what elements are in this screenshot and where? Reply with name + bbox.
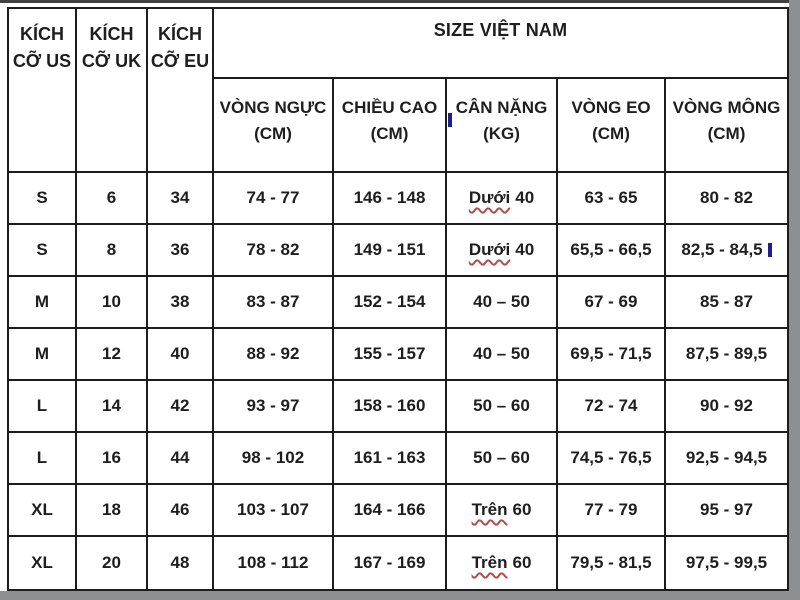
weight-value: 40	[515, 188, 535, 207]
cell-waist-range: 65,5 - 66,5	[558, 225, 666, 277]
cell-us-size: M	[9, 277, 77, 329]
cell-hip-range: 80 - 82	[666, 173, 787, 225]
cell-us-size: S	[9, 173, 77, 225]
cell-hip-range: 82,5 - 84,5	[666, 225, 787, 277]
cell-weight-range	[447, 537, 558, 589]
cell-hip-range: 85 - 87	[666, 277, 787, 329]
cell-waist-range: 67 - 69	[558, 277, 666, 329]
weight-value: 40	[515, 240, 535, 259]
cell-chest-range: 93 - 97	[214, 381, 334, 433]
cell-uk-size: 14	[77, 381, 148, 433]
top-edge-strip	[0, 0, 800, 3]
cell-uk-size: 20	[77, 537, 148, 589]
header-unit: (CM)	[707, 124, 746, 143]
header-eu-size	[148, 9, 214, 173]
cell-height-range: 158 - 160	[334, 381, 447, 433]
cell-weight-range	[447, 225, 558, 277]
header-unit: (CM)	[254, 124, 292, 143]
cell-uk-size: 18	[77, 485, 148, 537]
cell-eu-size: 48	[148, 537, 214, 589]
right-edge-strip	[789, 0, 800, 600]
cell-weight-range: 40 – 50	[447, 277, 558, 329]
cell-waist-range: 77 - 79	[558, 485, 666, 537]
cell-uk-size: 16	[77, 433, 148, 485]
cell-us-size: L	[9, 381, 77, 433]
cell-weight-range	[447, 173, 558, 225]
header-line: CỠ UK	[81, 51, 142, 71]
misspelled-word: Dưới	[468, 240, 511, 259]
cell-eu-size: 44	[148, 433, 214, 485]
cell-waist-range: 69,5 - 71,5	[558, 329, 666, 381]
cell-uk-size: 10	[77, 277, 148, 329]
cell-hip-range: 90 - 92	[666, 381, 787, 433]
header-line: KÍCH	[20, 24, 64, 44]
cell-eu-size: 38	[148, 277, 214, 329]
cell-us-size: S	[9, 225, 77, 277]
cell-chest-range: 78 - 82	[214, 225, 334, 277]
cell-chest-range: 98 - 102	[214, 433, 334, 485]
header-weight	[447, 79, 558, 173]
cell-chest-range: 108 - 112	[214, 537, 334, 589]
text-cursor-artifact	[448, 113, 452, 127]
header-label: CHIỀU CAO	[341, 98, 438, 117]
cell-waist-range: 72 - 74	[558, 381, 666, 433]
cell-uk-size: 6	[77, 173, 148, 225]
header-label: VÒNG MÔNG	[672, 98, 781, 117]
cell-us-size: M	[9, 329, 77, 381]
cell-chest-range: 74 - 77	[214, 173, 334, 225]
cell-height-range: 149 - 151	[334, 225, 447, 277]
misspelled-word: Trên	[471, 553, 508, 572]
cell-height-range: 146 - 148	[334, 173, 447, 225]
header-height	[334, 79, 447, 173]
cell-waist-range: 63 - 65	[558, 173, 666, 225]
cell-hip-range: 92,5 - 94,5	[666, 433, 787, 485]
cell-weight-range	[447, 485, 558, 537]
weight-value: 60	[512, 553, 532, 572]
misspelled-word: Dưới	[468, 188, 511, 207]
cell-eu-size: 36	[148, 225, 214, 277]
cell-chest-range: 88 - 92	[214, 329, 334, 381]
cell-chest-range: 103 - 107	[214, 485, 334, 537]
header-us-size	[9, 9, 77, 173]
header-chest	[214, 79, 334, 173]
header-unit: (CM)	[592, 124, 630, 143]
cell-hip-range: 97,5 - 99,5	[685, 553, 768, 572]
cell-height-range: 161 - 163	[334, 433, 447, 485]
cell-eu-size: 40	[148, 329, 214, 381]
misspelled-word: Trên	[471, 500, 508, 519]
cell-waist-range: 74,5 - 76,5	[558, 433, 666, 485]
cell-hip-range: 87,5 - 89,5	[666, 329, 787, 381]
header-label: VÒNG NGỰC	[219, 98, 327, 117]
cell-height-range: 152 - 154	[334, 277, 447, 329]
cell-eu-size: 46	[148, 485, 214, 537]
header-size-vietnam: SIZE VIỆT NAM	[214, 9, 787, 79]
header-line: KÍCH	[158, 24, 202, 44]
cell-us-size: XL	[9, 485, 77, 537]
cell-eu-size: 42	[148, 381, 214, 433]
cell-weight-range: 50 – 60	[447, 381, 558, 433]
header-line: CỠ US	[12, 51, 72, 71]
bottom-edge-strip	[0, 591, 800, 600]
cell-eu-size: 34	[148, 173, 214, 225]
header-label: VÒNG EO	[571, 98, 651, 117]
weight-value: 60	[512, 500, 532, 519]
cell-chest-range: 83 - 87	[214, 277, 334, 329]
cell-weight-range: 50 – 60	[447, 433, 558, 485]
header-unit: (CM)	[370, 124, 409, 143]
cell-us-size: L	[9, 433, 77, 485]
text-cursor-artifact	[768, 243, 772, 257]
header-line: KÍCH	[89, 24, 134, 44]
cell-height-range: 167 - 169	[334, 537, 447, 589]
header-unit: (KG)	[483, 124, 520, 143]
cell-uk-size: 12	[77, 329, 148, 381]
cell-waist-range: 79,5 - 81,5	[558, 537, 666, 589]
header-label: CÂN NẶNG	[455, 98, 548, 117]
cell-height-range: 164 - 166	[334, 485, 447, 537]
header-uk-size	[77, 9, 148, 173]
header-waist	[558, 79, 666, 173]
cell-us-size: XL	[9, 537, 77, 589]
cell-weight-range: 40 – 50	[447, 329, 558, 381]
size-conversion-table	[7, 7, 789, 591]
header-line: CỠ EU	[150, 51, 210, 71]
cell-height-range: 155 - 157	[334, 329, 447, 381]
cell-hip-range: 95 - 97	[666, 485, 787, 537]
cell-uk-size: 8	[77, 225, 148, 277]
header-hip	[666, 79, 787, 173]
